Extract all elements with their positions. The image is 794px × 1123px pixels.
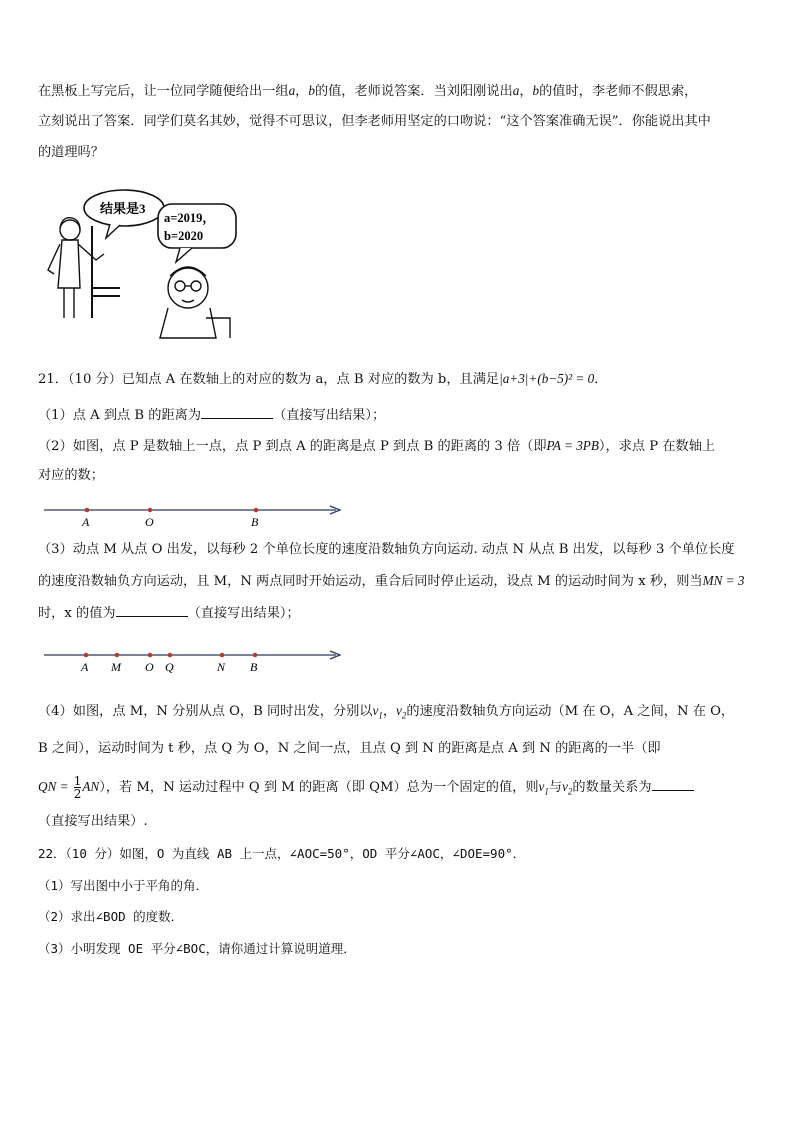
point-label-o: O xyxy=(145,515,154,529)
fraction-one-half: $\frac{1}{2}$ xyxy=(73,774,82,801)
cartoon-illustration xyxy=(40,178,250,348)
point-label-b: B xyxy=(250,660,258,674)
q21-part4-line1: （4）如图，点 M，N 分别从点 O，B 同时出发，分别以$v_1$，$v_2$的速度沿数轴负方向运动（M 在 O，A 之间，N 在 O， xyxy=(38,703,735,721)
student-bubble-line2: b=2020 xyxy=(164,229,204,243)
teacher-bubble-text: 结果是3 xyxy=(100,201,146,216)
q21-part4-line2: B 之间），运动时间为 t 秒，点 Q 为 O，N 之间一点，且点 Q 到 N 的距离是点 A 到 N 的距离的一半（即 xyxy=(38,741,661,756)
number-line-1 xyxy=(44,502,344,530)
q21-part4-line4: （直接写出结果）. xyxy=(38,814,148,829)
p20-line1: 在黑板上写完后，让一位同学随便给出一组a，b的值，老师说答案．当刘阳刚说出a，b的值时，李老师不假思索， xyxy=(38,83,698,99)
point-label-n: N xyxy=(217,660,226,674)
p20-line2: 立刻说出了答案．同学们莫名其妙，觉得不可思议，但李老师用坚定的口吻说：“这个答案准确无误”．你能说出其中 xyxy=(38,114,711,129)
q21-part3-line3: 时，x 的值为 （直接写出结果）； xyxy=(38,603,756,623)
q21-part2-line1: （2）如图，点 P 是数轴上一点，点 P 到点 A 的距离是点 P 到点 B 的距离的 3 倍（即PA = 3PB），求点 P 在数轴上 xyxy=(38,438,716,454)
q21-part4-line3: QN = $\frac{1}{2}$ AN），若 M，N 运动过程中 Q 到 M 的距离（即 QM）总为一个固定的值，则$v_1$与$v_2$的数量关系为 xyxy=(38,774,756,805)
student-bubble-line1: a=2019， xyxy=(164,211,215,225)
teacher-figure xyxy=(48,218,104,318)
p20-line3: 的道理吗？ xyxy=(38,145,104,160)
point-label-a: A xyxy=(81,660,89,674)
number-line-2 xyxy=(44,647,344,675)
answer-blank xyxy=(116,603,188,617)
answer-blank xyxy=(201,405,273,419)
q22-stem: 22．（10 分）如图，O 为直线 AB 上一点，∠AOC=50°，OD 平分∠AOC，∠DOE=90°． xyxy=(38,846,526,861)
student-figure xyxy=(160,267,230,338)
q21-part3-line1: （3）动点 M 从点 O 出发，以每秒 2 个单位长度的速度沿数轴负方向运动. 动点 N 从点 B 出发，以每秒 3 个单位长度 xyxy=(38,542,735,557)
q21-part3-line2: 的速度沿数轴负方向运动，且 M，N 两点同时开始运动，重合后同时停止运动，设点 M 的运动时间为 x 秒，则当MN = 3 xyxy=(38,573,745,589)
q22-part2: （2）求出∠BOD 的度数． xyxy=(38,909,184,924)
q21-equation: |a+3|+(b−5)² = 0 xyxy=(499,371,595,386)
q22-part1: （1）写出图中小于平角的角． xyxy=(38,878,209,893)
q21-part1: （1）点 A 到点 B 的距离为 （直接写出结果）； xyxy=(38,405,756,425)
point-label-b: B xyxy=(251,515,259,529)
q22-part3: （3）小明发现 OE 平分∠BOC，请你通过计算说明道理． xyxy=(38,941,356,956)
q21-part2-line2: 对应的数； xyxy=(38,468,104,483)
q21-stem: 21．（10 分）已知点 A 在数轴上的对应的数为 a，点 B 对应的数为 b，且满足|a+3|+(b−5)² = 0． xyxy=(38,371,608,387)
answer-blank xyxy=(652,777,694,791)
point-label-a: A xyxy=(82,515,90,529)
point-label-q: Q xyxy=(165,660,174,674)
point-label-m: M xyxy=(111,660,121,674)
point-label-o: O xyxy=(145,660,154,674)
